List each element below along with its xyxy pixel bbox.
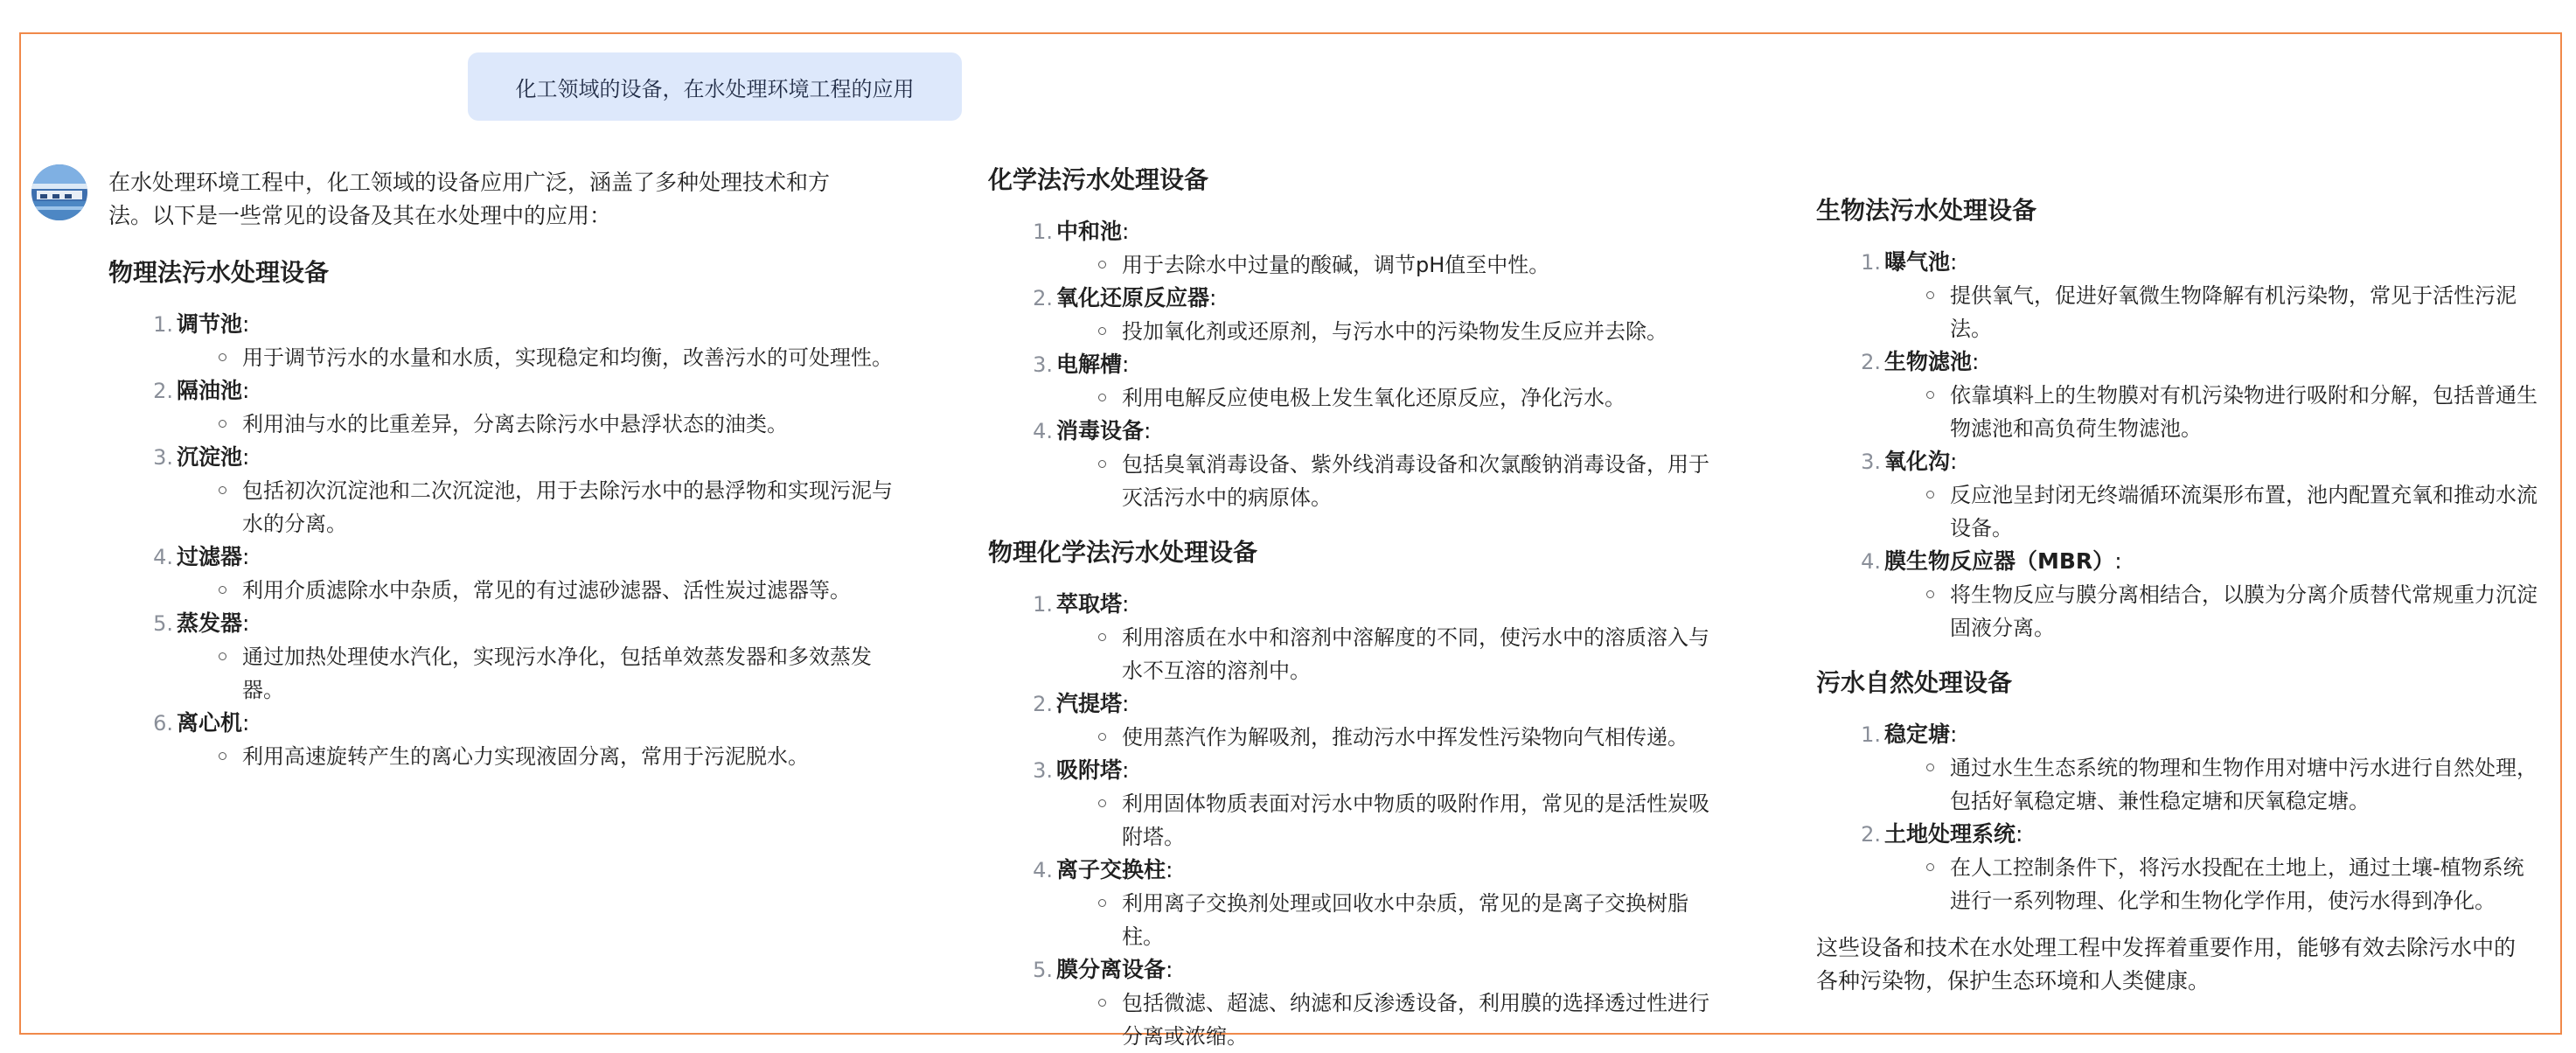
bullet-icon [1926, 590, 1934, 598]
bullet-icon [1098, 733, 1106, 741]
answer-column-1 [108, 166, 895, 773]
bullet-icon [219, 752, 226, 760]
item-description: 使用蒸汽作为解吸剂，推动污水中挥发性污染物向气相传递。 [1056, 721, 1723, 754]
item-description: 反应池呈封闭无终端循环流渠形布置，池内配置充氧和推动水流设备。 [1884, 478, 2542, 545]
item-description: 投加氧化剂或还原剂，与污水中的污染物发生反应并去除。 [1056, 315, 1723, 348]
item-term: 沉淀池 [177, 444, 243, 470]
item-term: 氧化沟 [1884, 449, 1951, 474]
bullet-icon [1098, 460, 1106, 468]
bullet-icon [219, 486, 226, 494]
user-message-text: 化工领域的设备，在水处理环境工程的应用 [515, 76, 915, 101]
item-description: 利用溶质在水中和溶剂中溶解度的不同，使污水中的溶质溶入与水不互溶的溶剂中。 [1056, 621, 1723, 687]
item-term: 离子交换柱 [1056, 857, 1166, 882]
list-item: 6. 离心机: 利用高速旋转产生的离心力实现液固分离，常用于污泥脱水。 [108, 707, 895, 773]
item-number: 3. [1033, 352, 1053, 377]
item-description: 利用介质滤除水中杂质，常见的有过滤砂滤器、活性炭过滤器等。 [177, 574, 895, 607]
item-number: 2. [1861, 822, 1881, 847]
item-number: 2. [153, 379, 173, 403]
item-term: 中和池 [1056, 219, 1123, 244]
bullet-icon [219, 652, 226, 660]
bullet-icon [219, 420, 226, 428]
item-term: 膜生物反应器（MBR） [1884, 548, 2115, 574]
section-title: 污水自然处理设备 [1816, 668, 2013, 697]
list-item: 1. 稳定塘: 通过水生生态系统的物理和生物作用对塘中污水进行自然处理，包括好氧稳定塘、兼性稳定塘和厌氧稳定塘。 [1816, 718, 2542, 818]
user-message-bubble [468, 52, 962, 121]
item-number: 1. [1861, 722, 1881, 747]
item-description: 用于去除水中过量的酸碱，调节pH值至中性。 [1056, 248, 1723, 282]
answer-column-3 [1816, 193, 2542, 998]
item-number: 4. [1033, 419, 1053, 443]
section-title: 物理化学法污水处理设备 [988, 538, 1258, 567]
item-description: 包括初次沉淀池和二次沉淀池，用于去除污水中的悬浮物和实现污泥与水的分离。 [177, 474, 895, 540]
list-item: 3. 沉淀池: 包括初次沉淀池和二次沉淀池，用于去除污水中的悬浮物和实现污泥与水的分离。 [108, 441, 895, 540]
bullet-icon [1926, 764, 1934, 771]
item-number: 1. [1033, 592, 1053, 617]
item-number: 1. [1861, 250, 1881, 275]
item-number: 3. [1033, 758, 1053, 783]
item-description: 利用油与水的比重差异，分离去除污水中悬浮状态的油类。 [177, 408, 895, 441]
item-term: 生物滤池 [1884, 349, 1973, 374]
list-item: 1. 萃取塔: 利用溶质在水中和溶剂中溶解度的不同，使污水中的溶质溶入与水不互溶的溶剂中。 [988, 588, 1723, 687]
list-item: 4. 消毒设备: 包括臭氧消毒设备、紫外线消毒设备和次氯酸钠消毒设备，用于灭活污水中的病原体。 [988, 415, 1723, 514]
item-term: 离心机 [177, 710, 243, 736]
item-term: 膜分离设备 [1056, 957, 1166, 982]
list-item: 5. 膜分离设备: 包括微滤、超滤、纳滤和反渗透设备，利用膜的选择透过性进行分离或浓缩。 [988, 953, 1723, 1053]
assistant-avatar-icon [31, 164, 87, 220]
list-item: 2. 汽提塔: 使用蒸汽作为解吸剂，推动污水中挥发性污染物向气相传递。 [988, 687, 1723, 754]
item-description: 利用高速旋转产生的离心力实现液固分离，常用于污泥脱水。 [177, 740, 895, 773]
item-number: 4. [1033, 858, 1053, 882]
biological-equipment-list [1816, 246, 2542, 645]
physical-equipment-list [108, 308, 895, 773]
item-number: 2. [1861, 350, 1881, 374]
item-term: 电解槽 [1056, 352, 1123, 377]
natural-treatment-list [1816, 718, 2542, 917]
item-term: 氧化还原反应器 [1056, 285, 1210, 310]
item-description: 依靠填料上的生物膜对有机污染物进行吸附和分解，包括普通生物滤池和高负荷生物滤池。 [1884, 379, 2542, 445]
item-term: 吸附塔 [1056, 757, 1123, 783]
item-description: 在人工控制条件下，将污水投配在土地上，通过土壤-植物系统进行一系列物理、化学和生物化学作用，使污水得到净化。 [1884, 851, 2542, 917]
item-description: 通过加热处理使水汽化，实现污水净化，包括单效蒸发器和多效蒸发器。 [177, 640, 895, 707]
physicochemical-equipment-list [988, 588, 1723, 1053]
item-number: 2. [1033, 692, 1053, 716]
list-item: 4. 过滤器: 利用介质滤除水中杂质，常见的有过滤砂滤器、活性炭过滤器等。 [108, 540, 895, 607]
item-number: 4. [1861, 549, 1881, 574]
item-number: 5. [1033, 958, 1053, 982]
item-number: 4. [153, 545, 173, 569]
item-number: 1. [1033, 220, 1053, 244]
list-item: 1. 中和池: 用于去除水中过量的酸碱，调节pH值至中性。 [988, 215, 1723, 282]
item-number: 5. [153, 611, 173, 636]
item-description: 利用电解反应使电极上发生氧化还原反应，净化污水。 [1056, 381, 1723, 415]
section-title: 生物法污水处理设备 [1816, 196, 2037, 225]
bullet-icon [1098, 394, 1106, 401]
bullet-icon [1098, 327, 1106, 335]
list-item: 5. 蒸发器: 通过加热处理使水汽化，实现污水净化，包括单效蒸发器和多效蒸发器。 [108, 607, 895, 707]
list-item: 3. 氧化沟: 反应池呈封闭无终端循环流渠形布置，池内配置充氧和推动水流设备。 [1816, 445, 2542, 545]
item-number: 3. [1861, 450, 1881, 474]
bullet-icon [1926, 391, 1934, 399]
item-term: 隔油池 [177, 378, 243, 403]
chemical-equipment-list [988, 215, 1723, 514]
item-description: 利用离子交换剂处理或回收水中杂质，常见的是离子交换树脂柱。 [1056, 887, 1723, 953]
list-item: 3. 吸附塔: 利用固体物质表面对污水中物质的吸附作用，常见的是活性炭吸附塔。 [988, 754, 1723, 854]
bullet-icon [219, 353, 226, 361]
item-description: 包括微滤、超滤、纳滤和反渗透设备，利用膜的选择透过性进行分离或浓缩。 [1056, 987, 1723, 1053]
list-item: 4. 膜生物反应器（MBR）: 将生物反应与膜分离相结合，以膜为分离介质替代常规重力沉淀固液分离。 [1816, 545, 2542, 645]
item-term: 消毒设备 [1056, 418, 1145, 443]
list-item: 2. 氧化还原反应器: 投加氧化剂或还原剂，与污水中的污染物发生反应并去除。 [988, 282, 1723, 348]
bullet-icon [1926, 291, 1934, 299]
item-number: 6. [153, 711, 173, 736]
list-item: 2. 生物滤池: 依靠填料上的生物膜对有机污染物进行吸附和分解，包括普通生物滤池和高负荷生物滤池。 [1816, 345, 2542, 445]
list-item: 1. 曝气池: 提供氧气，促进好氧微生物降解有机污染物，常见于活性污泥法。 [1816, 246, 2542, 345]
item-term: 汽提塔 [1056, 691, 1123, 716]
conclusion-text: 这些设备和技术在水处理工程中发挥着重要作用，能够有效去除污水中的各种污染物，保护生态环境和人类健康。 [1816, 935, 2517, 994]
intro-text: 在水处理环境工程中，化工领域的设备应用广泛，涵盖了多种处理技术和方法。以下是一些常见的设备及其在水处理中的应用： [108, 170, 831, 228]
bullet-icon [1098, 633, 1106, 641]
bullet-icon [1926, 863, 1934, 871]
item-term: 调节池 [177, 311, 243, 337]
bullet-icon [1098, 899, 1106, 907]
list-item: 4. 离子交换柱: 利用离子交换剂处理或回收水中杂质，常见的是离子交换树脂柱。 [988, 854, 1723, 953]
item-term: 萃取塔 [1056, 591, 1123, 617]
list-item: 2. 隔油池: 利用油与水的比重差异，分离去除污水中悬浮状态的油类。 [108, 374, 895, 441]
item-description: 将生物反应与膜分离相结合，以膜为分离介质替代常规重力沉淀固液分离。 [1884, 578, 2542, 645]
item-term: 曝气池 [1884, 249, 1951, 275]
item-number: 2. [1033, 286, 1053, 310]
item-number: 3. [153, 445, 173, 470]
item-description: 利用固体物质表面对污水中物质的吸附作用，常见的是活性炭吸附塔。 [1056, 787, 1723, 854]
section-title: 化学法污水处理设备 [988, 165, 1209, 194]
list-item: 2. 土地处理系统: 在人工控制条件下，将污水投配在土地上，通过土壤-植物系统进行一系列物理、化学和生物化学作用，使污水得到净化。 [1816, 818, 2542, 917]
item-description: 包括臭氧消毒设备、紫外线消毒设备和次氯酸钠消毒设备，用于灭活污水中的病原体。 [1056, 448, 1723, 514]
item-description: 用于调节污水的水量和水质，实现稳定和均衡，改善污水的可处理性。 [177, 341, 895, 374]
bullet-icon [1098, 999, 1106, 1007]
answer-column-2 [988, 163, 1723, 1053]
item-term: 土地处理系统 [1884, 821, 2016, 847]
list-item: 1. 调节池: 用于调节污水的水量和水质，实现稳定和均衡，改善污水的可处理性。 [108, 308, 895, 374]
item-description: 通过水生生态系统的物理和生物作用对塘中污水进行自然处理，包括好氧稳定塘、兼性稳定塘和厌氧稳定塘。 [1884, 751, 2542, 818]
bullet-icon [1926, 491, 1934, 499]
item-number: 1. [153, 312, 173, 337]
bullet-icon [219, 586, 226, 594]
bullet-icon [1098, 799, 1106, 807]
bullet-icon [1098, 261, 1106, 268]
section-title: 物理法污水处理设备 [108, 258, 330, 287]
item-term: 稳定塘 [1884, 722, 1951, 747]
item-description: 提供氧气，促进好氧微生物降解有机污染物，常见于活性污泥法。 [1884, 279, 2542, 345]
item-term: 过滤器 [177, 544, 243, 569]
list-item: 3. 电解槽: 利用电解反应使电极上发生氧化还原反应，净化污水。 [988, 348, 1723, 415]
item-term: 蒸发器 [177, 610, 243, 636]
